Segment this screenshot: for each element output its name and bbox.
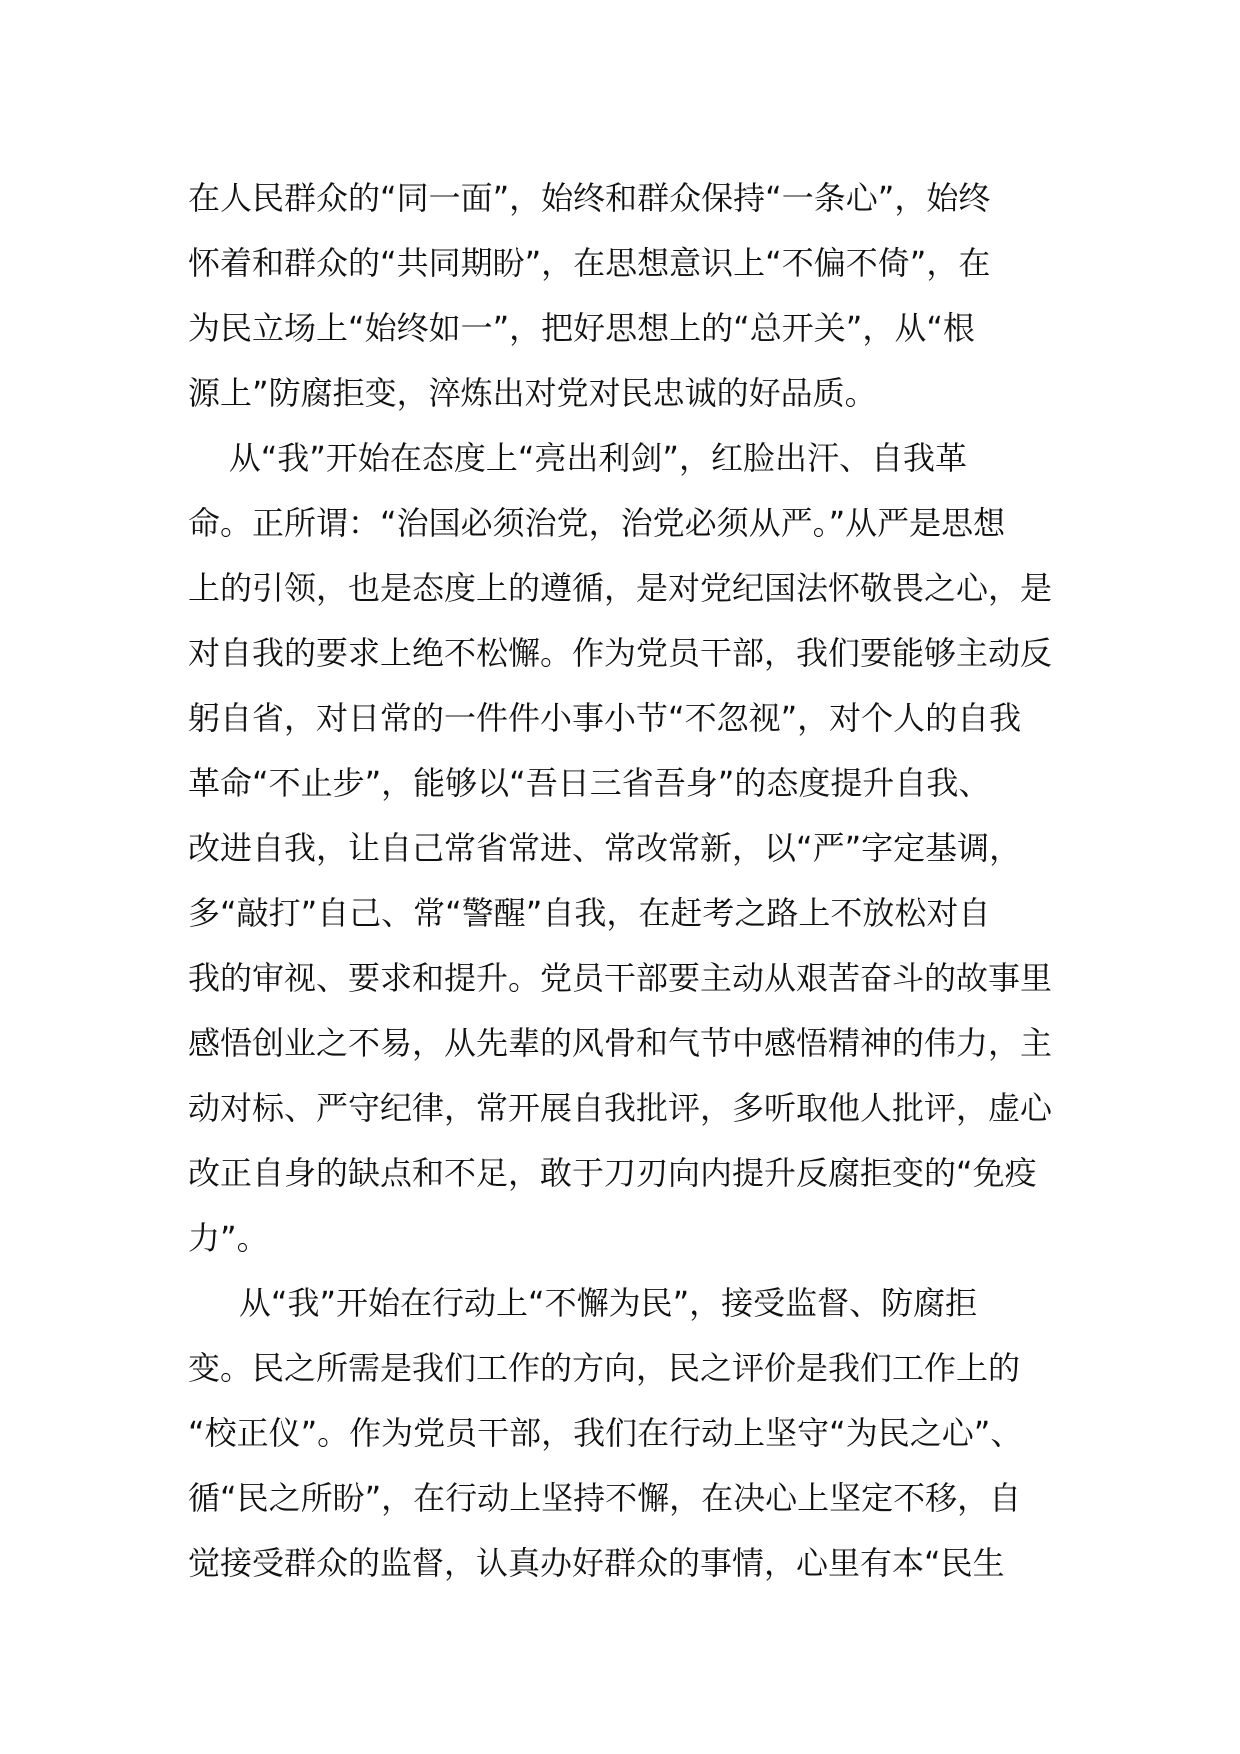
text-line-17: 力”。 [188, 1219, 269, 1257]
text-line-15: 动对标、严守纪律，常开展自我批评，多听取他人批评，虚心 [188, 1089, 1053, 1127]
text-line-3: 为民立场上“始终如一”，把好思想上的“总开关”，从“根 [188, 309, 975, 347]
text-line-6: 命。正所谓：“治国必须治党，治党必须从严。”从严是思想 [188, 504, 1006, 542]
text-line-13: 我的审视、要求和提升。党员干部要主动从艰苦奋斗的故事里 [188, 959, 1053, 997]
text-line-1: 在人民群众的“同一面”，始终和群众保持“一条心”，始终 [188, 179, 991, 217]
text-line-19: 变。民之所需是我们工作的方向，民之评价是我们工作上的 [188, 1349, 1021, 1387]
text-line-10: 革命“不止步”，能够以“吾日三省吾身”的态度提升自我、 [188, 764, 991, 802]
text-line-7: 上的引领，也是态度上的遵循，是对党纪国法怀敬畏之心，是 [188, 569, 1053, 607]
text-line-22: 觉接受群众的监督，认真办好群众的事情，心里有本“民生 [188, 1544, 1005, 1582]
text-line-18: 从“我”开始在行动上“不懈为民”，接受监督、防腐拒 [188, 1284, 978, 1322]
text-line-20: “校正仪”。作为党员干部，我们在行动上坚守“为民之心”、 [188, 1414, 1023, 1452]
body-text [188, 166, 1068, 1596]
text-line-14: 感悟创业之不易，从先辈的风骨和气节中感悟精神的伟力，主 [188, 1024, 1053, 1062]
text-line-9: 躬自省，对日常的一件件小事小节“不忽视”，对个人的自我 [188, 699, 1022, 737]
text-line-2: 怀着和群众的“共同期盼”，在思想意识上“不偏不倚”，在 [188, 244, 991, 282]
text-line-4: 源上”防腐拒变，淬炼出对党对民忠诚的好品质。 [188, 374, 877, 412]
text-line-16: 改正自身的缺点和不足，敢于刀刃向内提升反腐拒变的“免疫 [188, 1154, 1037, 1192]
text-line-5: 从“我”开始在态度上“亮出利剑”，红脸出汗、自我革 [188, 439, 968, 477]
text-line-8: 对自我的要求上绝不松懈。作为党员干部，我们要能够主动反 [188, 634, 1053, 672]
text-line-21: 循“民之所盼”，在行动上坚持不懈，在决心上坚定不移，自 [188, 1479, 1022, 1517]
text-line-11: 改进自我，让自己常省常进、常改常新，以“严”字定基调， [188, 829, 1022, 867]
text-line-12: 多“敲打”自己、常“警醒”自我，在赶考之路上不放松对自 [188, 894, 991, 932]
